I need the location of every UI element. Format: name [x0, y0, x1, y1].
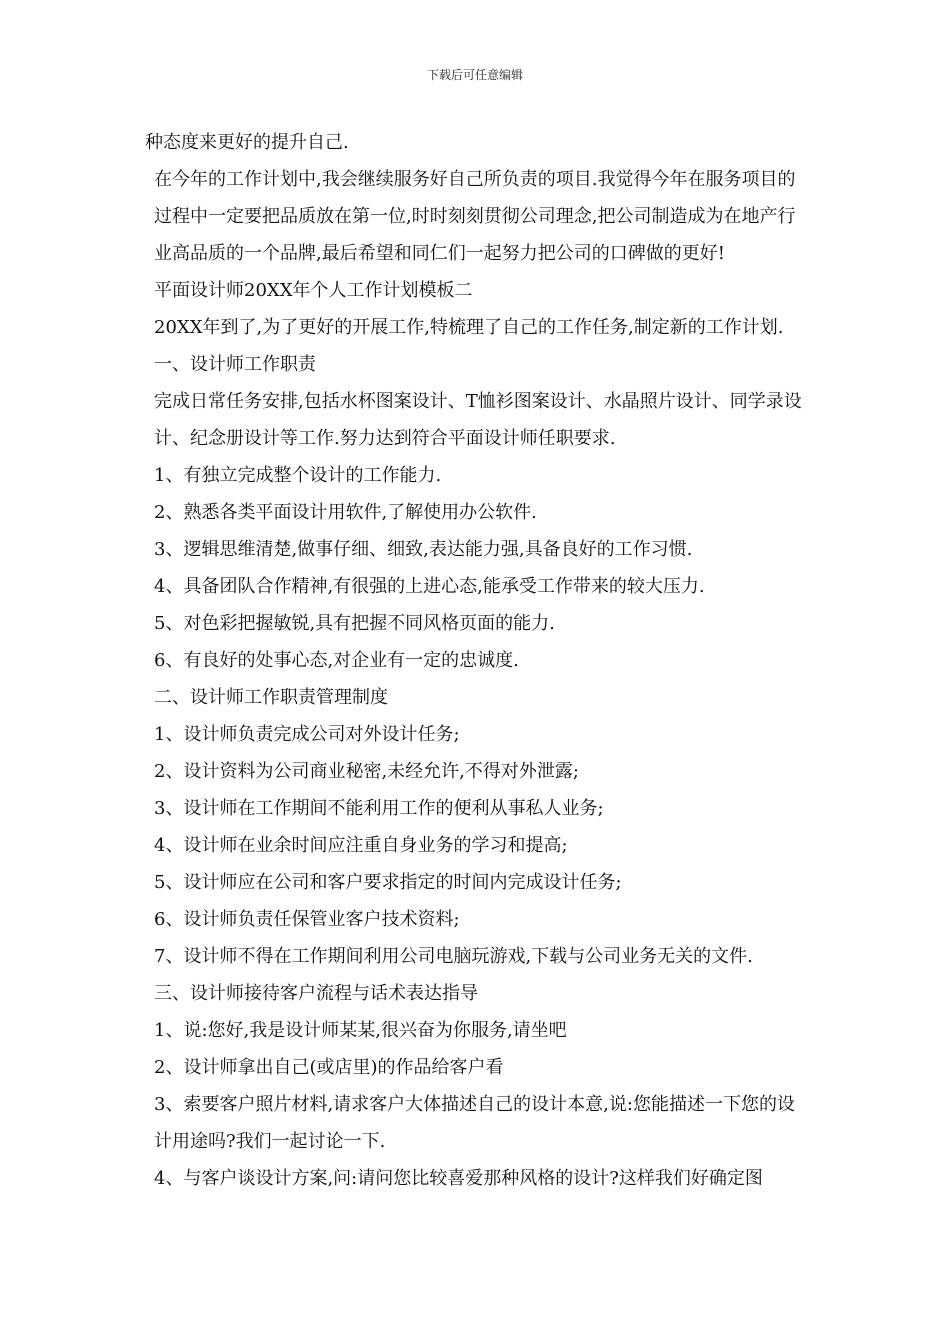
paragraph: 1、有独立完成整个设计的工作能力. — [154, 465, 442, 486]
paragraph: 6、有良好的处事心态,对企业有一定的忠诚度. — [154, 650, 519, 671]
paragraph: 3、设计师在工作期间不能利用工作的便利从事私人业务; — [154, 798, 604, 819]
paragraph: 2、设计师拿出自己(或店里)的作品给客户看 — [154, 1057, 504, 1078]
paragraph: 6、设计师负责任保管业客户技术资料; — [154, 909, 460, 930]
paragraph: 5、设计师应在公司和客户要求指定的时间内完成设计任务; — [154, 872, 622, 893]
paragraph: 平面设计师20XX年个人工作计划模板二 — [154, 280, 473, 301]
paragraph: 二、设计师工作职责管理制度 — [154, 687, 388, 708]
paragraph: 5、对色彩把握敏锐,具有把握不同风格页面的能力. — [154, 613, 555, 634]
paragraph: 3、索要客户照片材料,请求客户大体描述自己的设计本意,说:您能描述一下您的设计用途吗?我们一起讨论一下. — [154, 1094, 795, 1152]
paragraph: 4、具备团队合作精神,有很强的上进心态,能承受工作带来的较大压力. — [154, 576, 705, 597]
paragraph: 2、熟悉各类平面设计用软件,了解使用办公软件. — [154, 502, 537, 523]
paragraph: 4、设计师在业余时间应注重自身业务的学习和提高; — [154, 835, 568, 856]
paragraph: 在今年的工作计划中,我会继续服务好自己所负责的项目.我觉得今年在服务项目的过程中一定要把品质放在第一位,时时刻刻贯彻公司理念,把公司制造成为在地产行业高品质的一个品牌,最后希望和同仁们一起努力把公司的口碑做的更好! — [154, 169, 796, 264]
paragraph: 7、设计师不得在工作期间利用公司电脑玩游戏,下载与公司业务无关的文件. — [154, 946, 753, 967]
paragraph: 20XX年到了,为了更好的开展工作,特梳理了自己的工作任务,制定新的工作计划. — [154, 317, 784, 338]
paragraph: 1、说:您好,我是设计师某某,很兴奋为你服务,请坐吧 — [154, 1020, 567, 1041]
page-header: 下载后可任意编辑 — [426, 68, 523, 82]
paragraph: 2、设计资料为公司商业秘密,未经允许,不得对外泄露; — [154, 761, 579, 782]
paragraph: 4、与客户谈设计方案,问:请问您比较喜爱那种风格的设计?这样我们好确定图 — [154, 1168, 763, 1189]
paragraph: 完成日常任务安排,包括水杯图案设计、T恤衫图案设计、水晶照片设计、同学录设计、纪念册设计等工作.努力达到符合平面设计师任职要求. — [154, 391, 802, 449]
document-body — [145, 124, 810, 1197]
paragraph: 种态度来更好的提升自己. — [145, 132, 349, 153]
paragraph: 3、逻辑思维清楚,做事仔细、细致,表达能力强,具备良好的工作习惯. — [154, 539, 693, 560]
paragraph: 三、设计师接待客户流程与话术表达指导 — [154, 983, 478, 1004]
paragraph: 一、设计师工作职责 — [154, 354, 316, 375]
paragraph: 1、设计师负责完成公司对外设计任务; — [154, 724, 460, 745]
